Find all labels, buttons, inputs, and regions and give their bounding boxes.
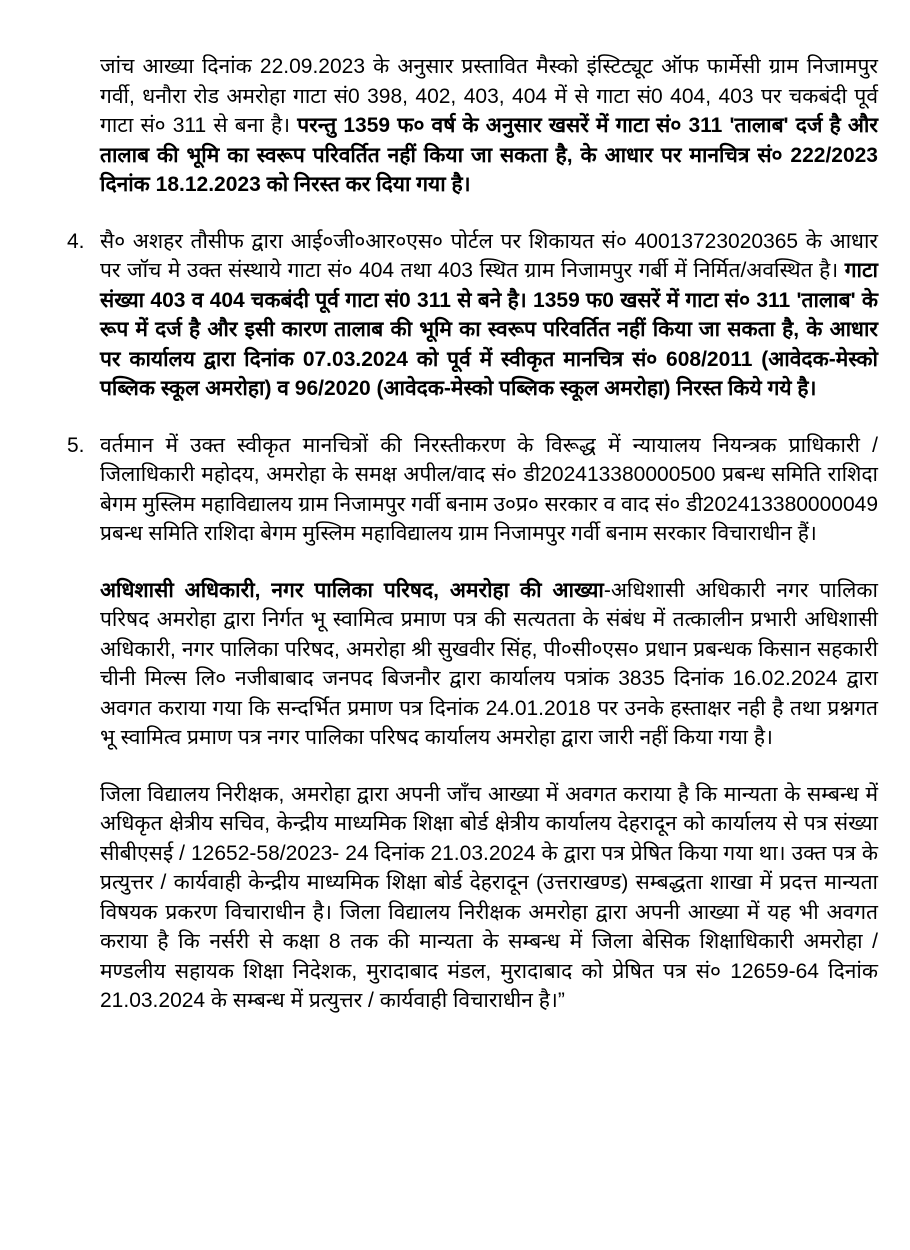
paragraph-item-4 — [67, 227, 879, 404]
list-item-number: 4. — [67, 229, 85, 253]
paragraph-text: जिला विद्यालय निरीक्षक, अमरोहा द्वारा अपनी जाँच आख्या में अवगत कराया है कि मान्यता के सम्बन्ध में अधिकृत क्षेत्रीय सचिव, केन्द्रीय माध्यमिक शिक्षा बोर्ड क्षेत्रीय कार्यालय देहरादून को कार्यालय से पत्र संख्या सीबीएसई / 12652-58/2023- 24 दिनांक 21.03.2024 के द्वारा पत्र प्रेषित किया गया था। उक्त पत्र के प्रत्युत्तर / कार्यवाही केन्द्रीय माध्यमिक शिक्षा बोर्ड देहरादून (उत्तराखण्ड) सम्बद्धता शाखा में प्रदत्त मान्यता विषयक प्रकरण विचाराधीन है। जिला विद्यालय निरीक्षक अमरोहा द्वारा अपनी आख्या में यह भी अवगत कराया है कि नर्सरी से कक्षा 8 तक की मान्यता के सम्बन्ध में जिला बेसिक शिक्षाधिकारी अमरोहा / मण्डलीय सहायक शिक्षा निदेशक, मुरादाबाद मंडल, मुरादाबाद को प्रेषित पत्र सं० 12659-64 दिनांक 21.03.2024 के सम्बन्ध में प्रत्युत्तर / कार्यवाही विचाराधीन है।” — [100, 782, 878, 1012]
paragraph-text: वर्तमान में उक्त स्वीकृत मानचित्रों की निरस्तीकरण के विरूद्ध में न्यायालय नियन्त्रक प्राधिकारी / जिलाधिकारी महोदय, अमरोहा के समक्ष अपील/वाद सं० डी202413380000500 प्रबन्ध समिति राशिदा बेगम मुस्लिम महाविद्यालय ग्राम निजामपुर गर्वी बनाम उ०प्र० सरकार व वाद सं० डी202413380000049 प्रबन्ध समिति राशिदा बेगम मुस्लिम महाविद्यालय ग्राम निजामपुर गर्वी बनाम सरकार विचाराधीन हैं। — [100, 433, 878, 545]
paragraph-item3-continuation — [100, 52, 878, 200]
paragraph-text-bold: गाटा संख्या 403 व 404 चकबंदी पूर्व गाटा सं0 311 से बने है। 1359 फ0 खसरें में गाटा सं० 311 'तालाब' के रूप में दर्ज है और इसी कारण तालाब की भूमि का स्वरूप परिवर्तित नहीं किया जा सकता है, के आधार पर कार्यालय द्वारा दिनांक 07.03.2024 को पूर्व में स्वीकृत मानचित्र सं० 608/2011 (आवेदक-मेस्को पब्लिक स्कूल अमरोहा) व 96/2020 (आवेदक-मेस्को पब्लिक स्कूल अमरोहा) निरस्त किये गये है। — [100, 259, 879, 400]
paragraph-text: सै० अशहर तौसीफ द्वारा आई०जी०आर०एस० पोर्टल पर शिकायत सं० 40013723020365 के आधार पर जॉच मे उक्त संस्थाये गाटा सं० 404 तथा 403 स्थित ग्राम निजामपुर गर्बी में निर्मित/अवस्थित है। — [100, 229, 878, 282]
paragraph-dios-report — [100, 780, 878, 1016]
list-item-number: 5. — [67, 433, 85, 457]
paragraph-text: जांच आख्या दिनांक 22.09.2023 के अनुसार प्रस्तावित मैस्को इंस्टिट्यूट ऑफ फार्मेसी ग्राम निजामपुर गर्वी, धनौरा रोड अमरोहा गाटा सं0 398, 402, 403, 404 में से गाटा सं0 404, 403 पर चकबंदी पूर्व गाटा सं० 311 से बना है। — [100, 55, 878, 137]
paragraph-eo-nagar-palika-report — [100, 576, 878, 753]
run-in-heading: अधिशासी अधिकारी, नगर पालिका परिषद, अमरोहा की आख्या — [100, 578, 604, 602]
paragraph-text-bold: परन्तु 1359 फ० वर्ष के अनुसार खसरें में गाटा सं० 311 'तालाब' दर्ज है और तालाब की भूमि का स्वरूप परिवर्तित नहीं किया जा सकता है, के आधार पर मानचित्र सं० 222/2023 दिनांक 18.12.2023 को निरस्त कर दिया गया है। — [100, 114, 878, 196]
paragraph-item-5 — [67, 431, 878, 549]
paragraph-text: -अधिशासी अधिकारी नगर पालिका परिषद अमरोहा द्वारा निर्गत भू स्वामित्व प्रमाण पत्र की सत्यतता के संबंध में तत्कालीन प्रभारी अधिशासी अधिकारी, नगर पालिका परिषद, अमरोहा श्री सुखवीर सिंह, पी०सी०एस० प्रधान प्रबन्धक किसान सहकारी चीनी मिल्स लि० नजीबाबाद जनपद बिजनौर द्वारा कार्यालय पत्रांक 3835 दिनांक 16.02.2024 द्वारा अवगत कराया गया कि सन्दर्भित प्रमाण पत्र दिनांक 24.01.2018 पर उनके हस्ताक्षर नही है तथा प्रश्नगत भू स्वामित्व प्रमाण पत्र नगर पालिका परिषद कार्यालय अमरोहा द्वारा जारी नहीं किया गया है। — [100, 578, 878, 749]
